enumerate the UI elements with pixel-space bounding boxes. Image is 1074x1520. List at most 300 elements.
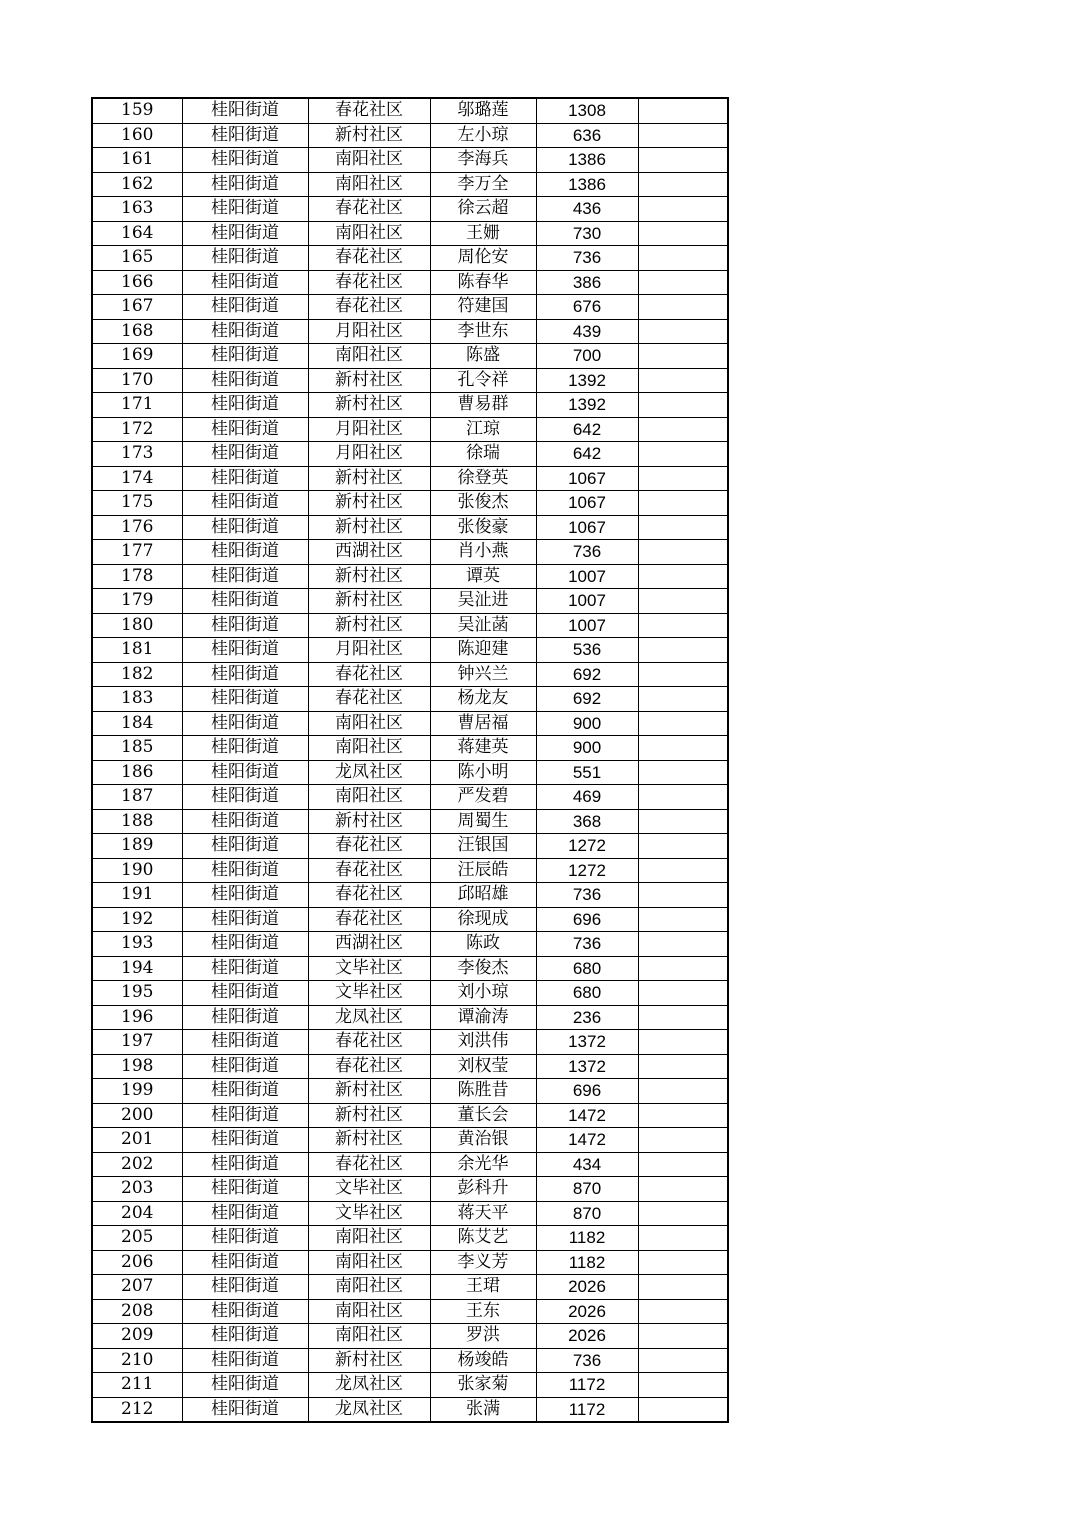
table-row (92, 1054, 728, 1079)
person-name-cell: 董长会 (430, 1103, 536, 1128)
amount-cell: 680 (536, 981, 638, 1006)
community-cell: 西湖社区 (308, 540, 430, 565)
community-cell: 新村社区 (308, 564, 430, 589)
community-cell: 龙凤社区 (308, 1005, 430, 1030)
community-cell: 新村社区 (308, 368, 430, 393)
note-cell (638, 564, 728, 589)
community-cell: 南阳社区 (308, 344, 430, 369)
person-name-cell: 彭科升 (430, 1177, 536, 1202)
street-cell: 桂阳街道 (182, 1177, 308, 1202)
amount-cell: 676 (536, 295, 638, 320)
street-cell: 桂阳街道 (182, 834, 308, 859)
amount-cell: 2026 (536, 1324, 638, 1349)
street-cell: 桂阳街道 (182, 809, 308, 834)
street-cell: 桂阳街道 (182, 515, 308, 540)
note-cell (638, 344, 728, 369)
table-row (92, 613, 728, 638)
person-name-cell: 刘洪伟 (430, 1030, 536, 1055)
note-cell (638, 785, 728, 810)
person-name-cell: 杨龙友 (430, 687, 536, 712)
person-name-cell: 王珺 (430, 1275, 536, 1300)
row-number-cell: 192 (92, 907, 182, 932)
person-name-cell: 周伦安 (430, 246, 536, 271)
community-cell: 月阳社区 (308, 417, 430, 442)
street-cell: 桂阳街道 (182, 956, 308, 981)
community-cell: 春花社区 (308, 687, 430, 712)
person-name-cell: 张家菊 (430, 1373, 536, 1398)
table-row (92, 417, 728, 442)
note-cell (638, 123, 728, 148)
person-name-cell: 黄治银 (430, 1128, 536, 1153)
note-cell (638, 1373, 728, 1398)
person-name-cell: 李万全 (430, 172, 536, 197)
note-cell (638, 1226, 728, 1251)
amount-cell: 1172 (536, 1397, 638, 1422)
person-name-cell: 李义芳 (430, 1250, 536, 1275)
person-name-cell: 陈胜昔 (430, 1079, 536, 1104)
street-cell: 桂阳街道 (182, 1128, 308, 1153)
community-cell: 文毕社区 (308, 1177, 430, 1202)
person-name-cell: 徐云超 (430, 197, 536, 222)
amount-cell: 551 (536, 760, 638, 785)
street-cell: 桂阳街道 (182, 1201, 308, 1226)
community-cell: 西湖社区 (308, 932, 430, 957)
street-cell: 桂阳街道 (182, 197, 308, 222)
note-cell (638, 1275, 728, 1300)
community-cell: 南阳社区 (308, 172, 430, 197)
table-row (92, 172, 728, 197)
community-cell: 新村社区 (308, 1128, 430, 1153)
amount-cell: 1007 (536, 564, 638, 589)
note-cell (638, 393, 728, 418)
street-cell: 桂阳街道 (182, 883, 308, 908)
community-cell: 新村社区 (308, 466, 430, 491)
street-cell: 桂阳街道 (182, 368, 308, 393)
note-cell (638, 172, 728, 197)
row-number-cell: 181 (92, 638, 182, 663)
person-name-cell: 吴沚进 (430, 589, 536, 614)
table-row (92, 1079, 728, 1104)
note-cell (638, 515, 728, 540)
note-cell (638, 1128, 728, 1153)
person-name-cell: 张俊杰 (430, 491, 536, 516)
person-name-cell: 王东 (430, 1299, 536, 1324)
note-cell (638, 295, 728, 320)
amount-cell: 730 (536, 221, 638, 246)
amount-cell: 1472 (536, 1128, 638, 1153)
note-cell (638, 221, 728, 246)
table-row (92, 687, 728, 712)
street-cell: 桂阳街道 (182, 466, 308, 491)
row-number-cell: 203 (92, 1177, 182, 1202)
note-cell (638, 1103, 728, 1128)
person-name-cell: 余光华 (430, 1152, 536, 1177)
note-cell (638, 1152, 728, 1177)
community-cell: 南阳社区 (308, 785, 430, 810)
row-number-cell: 209 (92, 1324, 182, 1349)
note-cell (638, 760, 728, 785)
table-row (92, 564, 728, 589)
row-number-cell: 187 (92, 785, 182, 810)
note-cell (638, 1030, 728, 1055)
table-row (92, 344, 728, 369)
community-cell: 月阳社区 (308, 442, 430, 467)
person-name-cell: 陈盛 (430, 344, 536, 369)
table-row (92, 1177, 728, 1202)
amount-cell: 1067 (536, 515, 638, 540)
table-row (92, 932, 728, 957)
row-number-cell: 166 (92, 270, 182, 295)
community-cell: 春花社区 (308, 662, 430, 687)
street-cell: 桂阳街道 (182, 858, 308, 883)
row-number-cell: 164 (92, 221, 182, 246)
community-cell: 春花社区 (308, 1054, 430, 1079)
community-cell: 月阳社区 (308, 638, 430, 663)
row-number-cell: 202 (92, 1152, 182, 1177)
note-cell (638, 1250, 728, 1275)
row-number-cell: 175 (92, 491, 182, 516)
street-cell: 桂阳街道 (182, 589, 308, 614)
row-number-cell: 174 (92, 466, 182, 491)
row-number-cell: 197 (92, 1030, 182, 1055)
community-cell: 南阳社区 (308, 1226, 430, 1251)
table-row (92, 515, 728, 540)
row-number-cell: 162 (92, 172, 182, 197)
row-number-cell: 163 (92, 197, 182, 222)
community-cell: 龙凤社区 (308, 760, 430, 785)
row-number-cell: 208 (92, 1299, 182, 1324)
street-cell: 桂阳街道 (182, 1373, 308, 1398)
row-number-cell: 188 (92, 809, 182, 834)
amount-cell: 1386 (536, 148, 638, 173)
row-number-cell: 205 (92, 1226, 182, 1251)
amount-cell: 1182 (536, 1250, 638, 1275)
note-cell (638, 858, 728, 883)
community-cell: 春花社区 (308, 1030, 430, 1055)
table-row (92, 1103, 728, 1128)
table-row (92, 1128, 728, 1153)
row-number-cell: 194 (92, 956, 182, 981)
table-row (92, 760, 728, 785)
row-number-cell: 193 (92, 932, 182, 957)
table-row (92, 883, 728, 908)
row-number-cell: 186 (92, 760, 182, 785)
community-cell: 春花社区 (308, 883, 430, 908)
amount-cell: 696 (536, 1079, 638, 1104)
street-cell: 桂阳街道 (182, 662, 308, 687)
community-cell: 新村社区 (308, 809, 430, 834)
street-cell: 桂阳街道 (182, 98, 308, 123)
row-number-cell: 185 (92, 736, 182, 761)
person-name-cell: 李世东 (430, 319, 536, 344)
street-cell: 桂阳街道 (182, 1054, 308, 1079)
amount-cell: 1372 (536, 1054, 638, 1079)
street-cell: 桂阳街道 (182, 123, 308, 148)
note-cell (638, 662, 728, 687)
table-row (92, 834, 728, 859)
street-cell: 桂阳街道 (182, 270, 308, 295)
row-number-cell: 198 (92, 1054, 182, 1079)
community-cell: 春花社区 (308, 834, 430, 859)
street-cell: 桂阳街道 (182, 907, 308, 932)
street-cell: 桂阳街道 (182, 638, 308, 663)
note-cell (638, 981, 728, 1006)
amount-cell: 736 (536, 883, 638, 908)
note-cell (638, 148, 728, 173)
person-name-cell: 肖小燕 (430, 540, 536, 565)
community-cell: 文毕社区 (308, 956, 430, 981)
table-row (92, 295, 728, 320)
amount-cell: 536 (536, 638, 638, 663)
street-cell: 桂阳街道 (182, 540, 308, 565)
street-cell: 桂阳街道 (182, 1299, 308, 1324)
row-number-cell: 211 (92, 1373, 182, 1398)
amount-cell: 469 (536, 785, 638, 810)
row-number-cell: 180 (92, 613, 182, 638)
row-number-cell: 183 (92, 687, 182, 712)
table-row (92, 809, 728, 834)
street-cell: 桂阳街道 (182, 246, 308, 271)
street-cell: 桂阳街道 (182, 1324, 308, 1349)
community-cell: 春花社区 (308, 295, 430, 320)
person-name-cell: 徐登英 (430, 466, 536, 491)
amount-cell: 2026 (536, 1275, 638, 1300)
note-cell (638, 1324, 728, 1349)
row-number-cell: 195 (92, 981, 182, 1006)
person-name-cell: 徐现成 (430, 907, 536, 932)
amount-cell: 1172 (536, 1373, 638, 1398)
table-row (92, 393, 728, 418)
amount-cell: 236 (536, 1005, 638, 1030)
street-cell: 桂阳街道 (182, 1079, 308, 1104)
table-row (92, 148, 728, 173)
amount-cell: 870 (536, 1201, 638, 1226)
community-cell: 龙凤社区 (308, 1397, 430, 1422)
person-name-cell: 陈艾艺 (430, 1226, 536, 1251)
street-cell: 桂阳街道 (182, 417, 308, 442)
table-row (92, 540, 728, 565)
street-cell: 桂阳街道 (182, 785, 308, 810)
street-cell: 桂阳街道 (182, 148, 308, 173)
note-cell (638, 319, 728, 344)
table-row (92, 1299, 728, 1324)
table-row (92, 221, 728, 246)
community-cell: 南阳社区 (308, 1275, 430, 1300)
table-body (92, 98, 728, 1422)
row-number-cell: 204 (92, 1201, 182, 1226)
note-cell (638, 417, 728, 442)
street-cell: 桂阳街道 (182, 1250, 308, 1275)
amount-cell: 1372 (536, 1030, 638, 1055)
street-cell: 桂阳街道 (182, 736, 308, 761)
note-cell (638, 1348, 728, 1373)
community-cell: 南阳社区 (308, 711, 430, 736)
person-name-cell: 吴沚菡 (430, 613, 536, 638)
note-cell (638, 491, 728, 516)
person-name-cell: 蒋天平 (430, 1201, 536, 1226)
row-number-cell: 184 (92, 711, 182, 736)
street-cell: 桂阳街道 (182, 1005, 308, 1030)
person-name-cell: 陈春华 (430, 270, 536, 295)
amount-cell: 1272 (536, 834, 638, 859)
table-row (92, 319, 728, 344)
street-cell: 桂阳街道 (182, 1103, 308, 1128)
row-number-cell: 170 (92, 368, 182, 393)
amount-cell: 736 (536, 540, 638, 565)
community-cell: 文毕社区 (308, 1201, 430, 1226)
table-row (92, 442, 728, 467)
row-number-cell: 206 (92, 1250, 182, 1275)
note-cell (638, 246, 728, 271)
table-row (92, 1373, 728, 1398)
amount-cell: 436 (536, 197, 638, 222)
note-cell (638, 589, 728, 614)
note-cell (638, 540, 728, 565)
row-number-cell: 201 (92, 1128, 182, 1153)
table-row (92, 98, 728, 123)
amount-cell: 736 (536, 246, 638, 271)
table-row (92, 1275, 728, 1300)
person-name-cell: 曹居福 (430, 711, 536, 736)
person-name-cell: 陈迎建 (430, 638, 536, 663)
note-cell (638, 466, 728, 491)
amount-cell: 642 (536, 442, 638, 467)
community-cell: 南阳社区 (308, 1250, 430, 1275)
table-row (92, 1324, 728, 1349)
community-cell: 春花社区 (308, 1152, 430, 1177)
row-number-cell: 190 (92, 858, 182, 883)
community-cell: 春花社区 (308, 197, 430, 222)
community-cell: 春花社区 (308, 270, 430, 295)
amount-cell: 1272 (536, 858, 638, 883)
person-name-cell: 汪辰皓 (430, 858, 536, 883)
amount-cell: 692 (536, 662, 638, 687)
street-cell: 桂阳街道 (182, 687, 308, 712)
community-cell: 南阳社区 (308, 1299, 430, 1324)
community-cell: 春花社区 (308, 858, 430, 883)
community-cell: 新村社区 (308, 393, 430, 418)
table-row (92, 491, 728, 516)
person-name-cell: 邬璐莲 (430, 98, 536, 123)
person-name-cell: 孔令祥 (430, 368, 536, 393)
person-name-cell: 陈小明 (430, 760, 536, 785)
note-cell (638, 197, 728, 222)
row-number-cell: 161 (92, 148, 182, 173)
street-cell: 桂阳街道 (182, 319, 308, 344)
amount-cell: 386 (536, 270, 638, 295)
street-cell: 桂阳街道 (182, 760, 308, 785)
row-number-cell: 200 (92, 1103, 182, 1128)
community-cell: 春花社区 (308, 907, 430, 932)
community-cell: 新村社区 (308, 1348, 430, 1373)
amount-cell: 1472 (536, 1103, 638, 1128)
street-cell: 桂阳街道 (182, 1275, 308, 1300)
street-cell: 桂阳街道 (182, 172, 308, 197)
amount-cell: 696 (536, 907, 638, 932)
note-cell (638, 442, 728, 467)
row-number-cell: 196 (92, 1005, 182, 1030)
note-cell (638, 809, 728, 834)
note-cell (638, 711, 728, 736)
row-number-cell: 182 (92, 662, 182, 687)
row-number-cell: 176 (92, 515, 182, 540)
amount-cell: 700 (536, 344, 638, 369)
amount-cell: 439 (536, 319, 638, 344)
street-cell: 桂阳街道 (182, 1226, 308, 1251)
table-row (92, 589, 728, 614)
row-number-cell: 173 (92, 442, 182, 467)
person-name-cell: 谭渝涛 (430, 1005, 536, 1030)
community-cell: 南阳社区 (308, 148, 430, 173)
note-cell (638, 1299, 728, 1324)
person-name-cell: 钟兴兰 (430, 662, 536, 687)
community-cell: 新村社区 (308, 589, 430, 614)
table-row (92, 785, 728, 810)
row-number-cell: 189 (92, 834, 182, 859)
community-cell: 新村社区 (308, 1079, 430, 1104)
note-cell (638, 270, 728, 295)
note-cell (638, 368, 728, 393)
street-cell: 桂阳街道 (182, 393, 308, 418)
person-name-cell: 罗洪 (430, 1324, 536, 1349)
row-number-cell: 191 (92, 883, 182, 908)
note-cell (638, 638, 728, 663)
amount-cell: 900 (536, 736, 638, 761)
street-cell: 桂阳街道 (182, 1348, 308, 1373)
street-cell: 桂阳街道 (182, 491, 308, 516)
person-name-cell: 左小琼 (430, 123, 536, 148)
community-cell: 新村社区 (308, 123, 430, 148)
community-cell: 春花社区 (308, 246, 430, 271)
person-name-cell: 周蜀生 (430, 809, 536, 834)
person-name-cell: 蒋建英 (430, 736, 536, 761)
person-name-cell: 江琼 (430, 417, 536, 442)
amount-cell: 736 (536, 932, 638, 957)
row-number-cell: 178 (92, 564, 182, 589)
table-row (92, 1005, 728, 1030)
table-row (92, 711, 728, 736)
row-number-cell: 179 (92, 589, 182, 614)
row-number-cell: 212 (92, 1397, 182, 1422)
person-name-cell: 张俊豪 (430, 515, 536, 540)
table-row (92, 1226, 728, 1251)
person-name-cell: 汪银国 (430, 834, 536, 859)
amount-cell: 692 (536, 687, 638, 712)
note-cell (638, 1079, 728, 1104)
community-cell: 文毕社区 (308, 981, 430, 1006)
amount-cell: 870 (536, 1177, 638, 1202)
row-number-cell: 207 (92, 1275, 182, 1300)
person-name-cell: 杨竣皓 (430, 1348, 536, 1373)
row-number-cell: 177 (92, 540, 182, 565)
table-row (92, 246, 728, 271)
amount-cell: 1007 (536, 613, 638, 638)
table-row (92, 270, 728, 295)
table-row (92, 638, 728, 663)
amount-cell: 434 (536, 1152, 638, 1177)
row-number-cell: 199 (92, 1079, 182, 1104)
amount-cell: 1392 (536, 393, 638, 418)
note-cell (638, 883, 728, 908)
amount-cell: 736 (536, 1348, 638, 1373)
table-row (92, 736, 728, 761)
row-number-cell: 171 (92, 393, 182, 418)
note-cell (638, 98, 728, 123)
person-name-cell: 谭英 (430, 564, 536, 589)
amount-cell: 900 (536, 711, 638, 736)
note-cell (638, 834, 728, 859)
table-row (92, 197, 728, 222)
